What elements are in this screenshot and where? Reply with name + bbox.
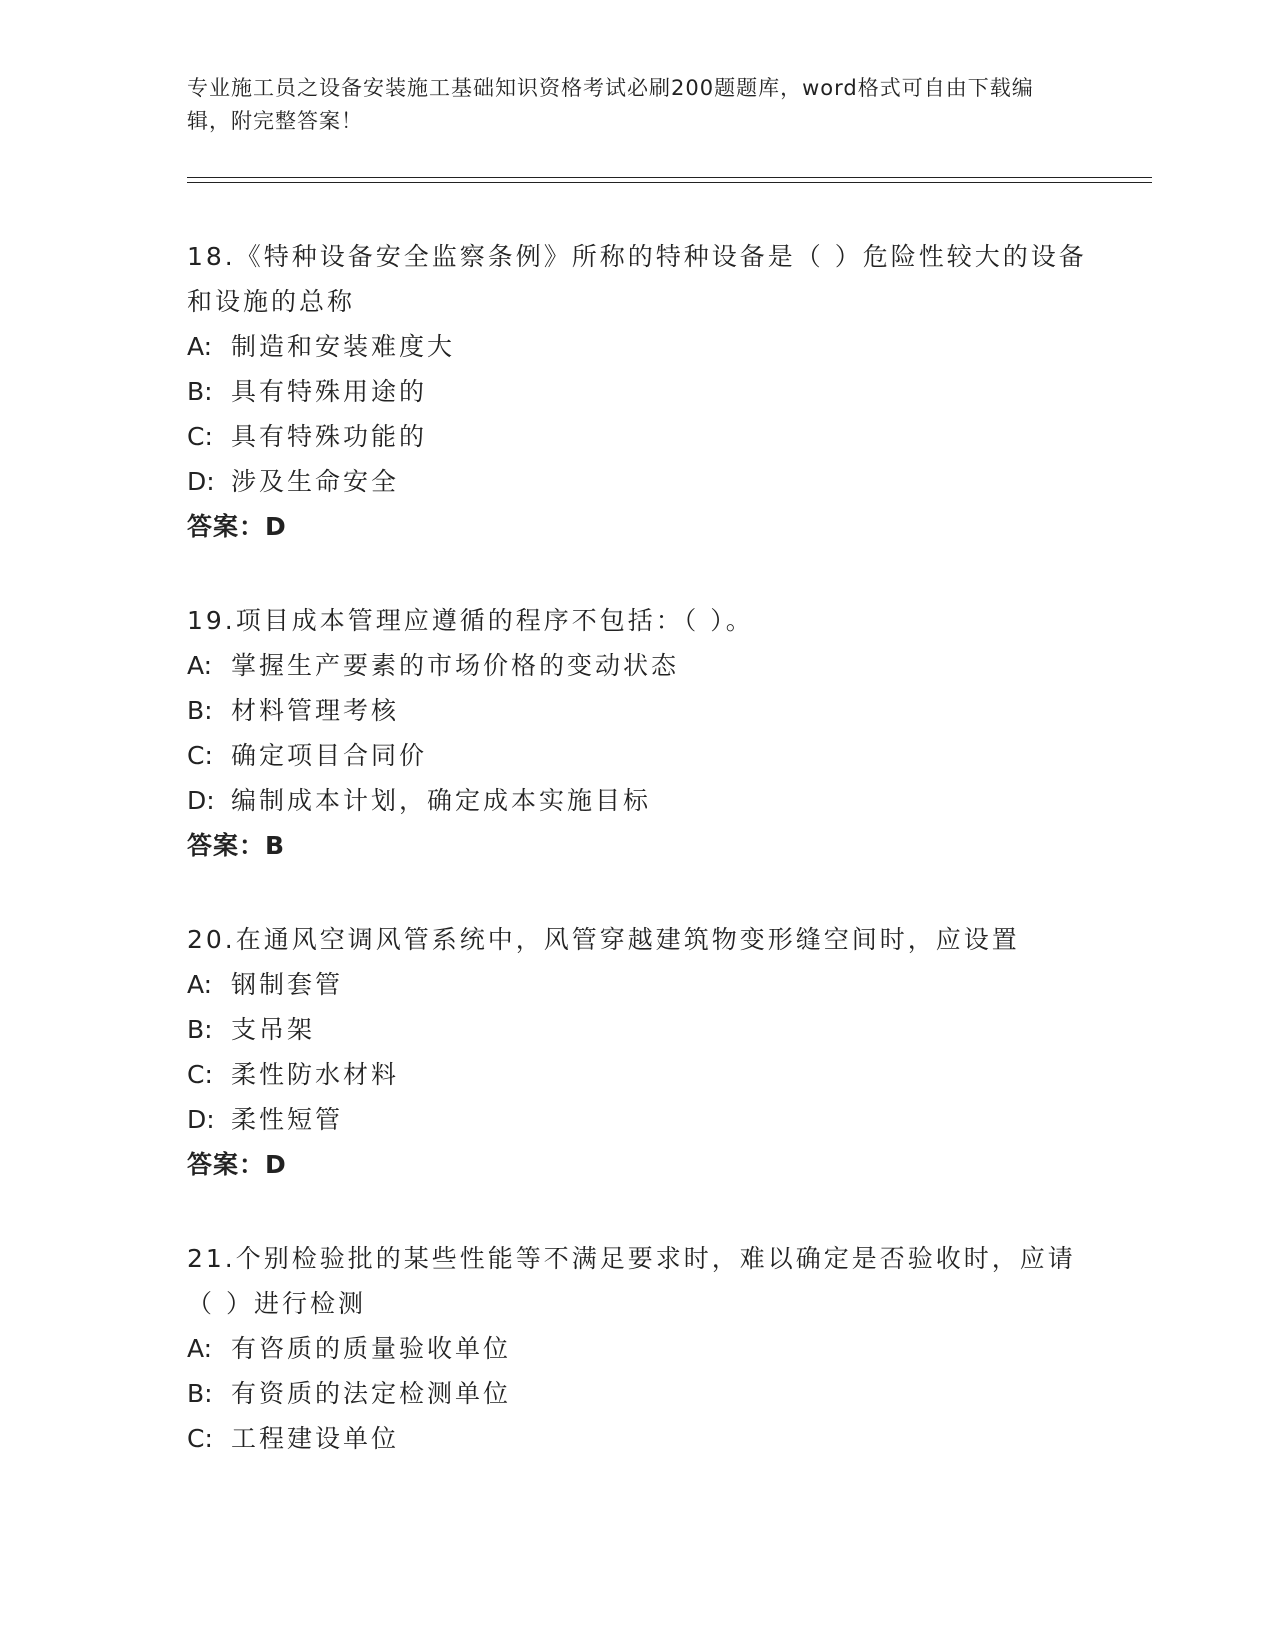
option-key: C:	[187, 422, 213, 451]
option-b	[187, 369, 1087, 414]
question-block	[187, 1236, 1087, 1461]
option-c	[187, 1052, 1087, 1097]
header-divider-top	[187, 177, 1152, 178]
option-text: 掌握生产要素的市场价格的变动状态	[231, 651, 680, 680]
option-text: 制造和安装难度大	[231, 332, 456, 361]
option-a	[187, 1326, 1087, 1371]
option-key: A:	[187, 970, 213, 999]
option-key: A:	[187, 1334, 213, 1363]
option-key: D:	[187, 467, 215, 496]
option-key: D:	[187, 1105, 215, 1134]
option-text: 工程建设单位	[231, 1424, 400, 1453]
option-b	[187, 1371, 1087, 1416]
option-b	[187, 1007, 1087, 1052]
option-key: A:	[187, 651, 213, 680]
question-block	[187, 598, 1087, 868]
option-d	[187, 1097, 1087, 1142]
question-stem: 18.《特种设备安全监察条例》所称的特种设备是（ ）危险性较大的设备和设施的总称	[187, 242, 1087, 316]
option-a	[187, 324, 1087, 369]
option-key: B:	[187, 377, 213, 406]
option-text: 有资质的法定检测单位	[231, 1379, 512, 1408]
option-c	[187, 733, 1087, 778]
option-a	[187, 962, 1087, 1007]
answer-line: 答案：B	[187, 831, 286, 860]
question-stem: 19.项目成本管理应遵循的程序不包括：（ ）。	[187, 606, 754, 635]
header-divider-bottom	[187, 182, 1152, 183]
answer-line: 答案：D	[187, 1150, 287, 1179]
option-d	[187, 459, 1087, 504]
option-text: 具有特殊功能的	[231, 422, 428, 451]
option-text: 编制成本计划，确定成本实施目标	[231, 786, 652, 815]
document-header: 专业施工员之设备安装施工基础知识资格考试必刷200题题库，word格式可自由下载编辑，附完整答案！	[187, 76, 1034, 133]
option-b	[187, 688, 1087, 733]
option-key: B:	[187, 1379, 213, 1408]
option-text: 支吊架	[231, 1015, 316, 1044]
option-text: 柔性防水材料	[231, 1060, 400, 1089]
option-text: 柔性短管	[231, 1105, 344, 1134]
option-text: 钢制套管	[231, 970, 344, 999]
question-stem: 21.个别检验批的某些性能等不满足要求时，难以确定是否验收时，应请（ ）进行检测	[187, 1244, 1076, 1318]
option-key: A:	[187, 332, 213, 361]
option-text: 有咨质的质量验收单位	[231, 1334, 512, 1363]
option-text: 具有特殊用途的	[231, 377, 428, 406]
option-text: 确定项目合同价	[231, 741, 428, 770]
answer-line: 答案：D	[187, 512, 287, 541]
question-block	[187, 234, 1087, 549]
question-block	[187, 917, 1087, 1187]
option-c	[187, 1416, 1087, 1461]
option-key: C:	[187, 741, 213, 770]
option-c	[187, 414, 1087, 459]
option-text: 涉及生命安全	[231, 467, 400, 496]
option-d	[187, 778, 1087, 823]
option-key: B:	[187, 1015, 213, 1044]
option-key: B:	[187, 696, 213, 725]
question-stem: 20.在通风空调风管系统中，风管穿越建筑物变形缝空间时，应设置	[187, 925, 1020, 954]
option-a	[187, 643, 1087, 688]
option-key: D:	[187, 786, 215, 815]
option-key: C:	[187, 1060, 213, 1089]
option-key: C:	[187, 1424, 213, 1453]
option-text: 材料管理考核	[231, 696, 400, 725]
